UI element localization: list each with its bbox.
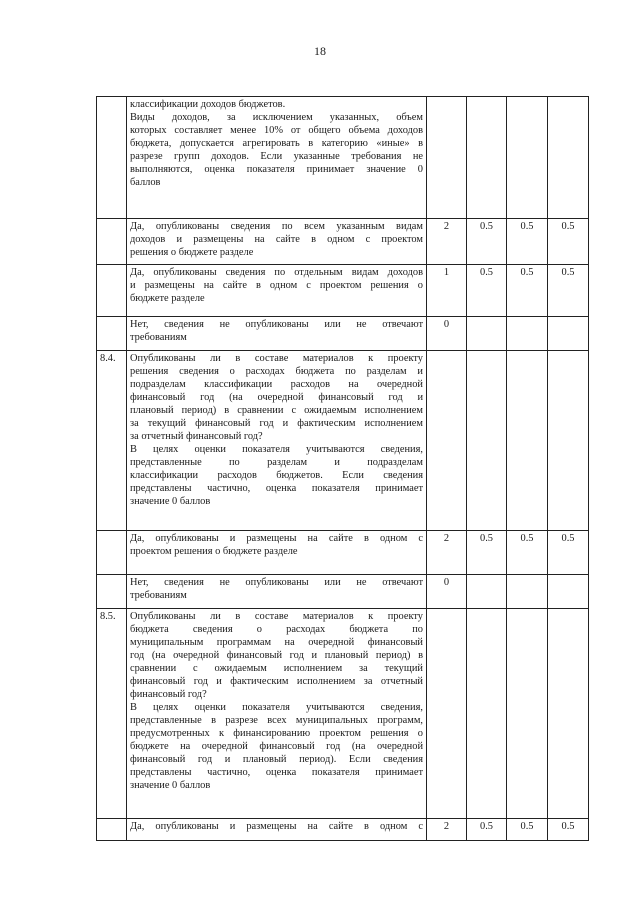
item-number-cell: 8.5. — [97, 609, 127, 819]
criterion-text-line: за текущий финансовый год и фактическим исполнением — [130, 418, 423, 429]
criterion-text-cell — [127, 97, 427, 219]
criterion-text-line: предусмотренных к финансированию проектом решения о — [130, 728, 423, 739]
weight-cell — [548, 97, 589, 219]
score-cell: 2 — [427, 531, 467, 575]
criterion-text-cell — [127, 219, 427, 265]
weight-cell — [548, 575, 589, 609]
weight-cell — [548, 609, 589, 819]
criterion-text-line: В целях оценки показателя учитываются сведения, — [130, 702, 423, 713]
criterion-text-line: и размещены на сайте в одном с проектом решения о — [130, 280, 423, 291]
item-number-cell — [97, 265, 127, 317]
weight-cell: 0.5 — [467, 265, 507, 317]
weight-cell: 0.5 — [507, 531, 548, 575]
weight-cell: 0.5 — [507, 265, 548, 317]
criterion-text-line: классификации расходов бюджетов. Если сведения — [130, 470, 423, 481]
criterion-text-cell — [127, 575, 427, 609]
table-row — [97, 317, 589, 351]
criterion-text-line: представленные по разделам и подразделам — [130, 457, 423, 468]
weight-cell — [507, 317, 548, 351]
criterion-text-line: представленные в разрезе всех муниципальных программ, — [130, 715, 423, 726]
criterion-text-line: подразделам классификации расходов на очередной — [130, 379, 423, 390]
item-number-cell — [97, 317, 127, 351]
criterion-text-line: требованиям — [130, 332, 187, 343]
item-number-cell — [97, 97, 127, 219]
criterion-text-line: муниципальным программам на очередной финансовый — [130, 637, 423, 648]
criterion-text-cell — [127, 317, 427, 351]
criterion-text-line: бюджета сведения о расходах бюджета по — [130, 624, 423, 635]
weight-cell: 0.5 — [548, 819, 589, 841]
weight-cell: 0.5 — [548, 265, 589, 317]
item-number-cell — [97, 819, 127, 841]
criterion-text-line: Нет, сведения не опубликованы или не отвечают — [130, 319, 423, 330]
weight-cell — [467, 351, 507, 531]
page-number: 18 — [314, 44, 326, 58]
weight-cell — [467, 97, 507, 219]
weight-cell: 0.5 — [467, 819, 507, 841]
criterion-text-cell — [127, 265, 427, 317]
criterion-text-cell — [127, 609, 427, 819]
criteria-table-body — [97, 97, 589, 841]
criterion-text-cell — [127, 351, 427, 531]
criterion-text-line: значение 0 баллов — [130, 496, 211, 507]
score-cell: 2 — [427, 219, 467, 265]
weight-cell — [507, 609, 548, 819]
weight-cell: 0.5 — [507, 219, 548, 265]
weight-cell — [467, 609, 507, 819]
table-row — [97, 97, 589, 219]
criterion-text-line: проектом решения о бюджете разделе — [130, 546, 298, 557]
criterion-text-line: финансовый год (на очередной финансовый год и — [130, 392, 423, 403]
score-cell — [427, 351, 467, 531]
table-row — [97, 609, 589, 819]
criterion-text-line: В целях оценки показателя учитываются сведения, — [130, 444, 423, 455]
criterion-text-line: которых составляет менее 10% от общего объема доходов — [130, 125, 423, 136]
criterion-text-cell — [127, 531, 427, 575]
criterion-text-line: плановый период) в сравнении с ожидаемым исполнением — [130, 405, 423, 416]
weight-cell: 0.5 — [548, 219, 589, 265]
weight-cell: 0.5 — [467, 531, 507, 575]
score-cell: 0 — [427, 317, 467, 351]
score-cell: 2 — [427, 819, 467, 841]
weight-cell — [467, 575, 507, 609]
criterion-text-line: доходов и размещены на сайте в одном с проектом — [130, 234, 423, 245]
weight-cell — [467, 317, 507, 351]
criterion-text-line: разрезе групп доходов. Если указанные требования не — [130, 151, 423, 162]
criterion-text-line: сравнении с ожидаемым исполнением за текущий — [130, 663, 423, 674]
weight-cell — [507, 351, 548, 531]
criterion-text-cell — [127, 819, 427, 841]
weight-cell: 0.5 — [467, 219, 507, 265]
item-number-cell: 8.4. — [97, 351, 127, 531]
weight-cell — [548, 317, 589, 351]
item-number-cell — [97, 219, 127, 265]
criterion-text-line: представлены частично, оценка показателя принимает — [130, 483, 423, 494]
table-row — [97, 819, 589, 841]
criterion-text-line: баллов — [130, 177, 161, 188]
score-cell — [427, 97, 467, 219]
criterion-text-line: Да, опубликованы сведения по отдельным видам доходов — [130, 267, 423, 278]
score-cell — [427, 609, 467, 819]
table-row — [97, 219, 589, 265]
table-row — [97, 351, 589, 531]
criterion-text-line: Да, опубликованы и размещены на сайте в одном с — [130, 533, 423, 544]
score-cell: 0 — [427, 575, 467, 609]
criterion-text-line: бюджете разделе — [130, 293, 205, 304]
criteria-table — [96, 96, 589, 841]
criterion-text-line: классификации доходов бюджетов. — [130, 99, 286, 110]
criterion-text-line: Нет, сведения не опубликованы или не отвечают — [130, 577, 423, 588]
criterion-text-line: бюджета, допускается агрегировать в категорию «иные» в — [130, 138, 423, 149]
criterion-text-line: Да, опубликованы и размещены на сайте в одном с — [130, 821, 423, 832]
weight-cell: 0.5 — [548, 531, 589, 575]
criterion-text-line: финансовый год? — [130, 689, 207, 700]
criterion-text-line: решения сведения о расходах бюджета по разделам и — [130, 366, 423, 377]
criterion-text-line: значение 0 баллов — [130, 780, 211, 791]
criterion-text-line: решения о бюджете разделе — [130, 247, 254, 258]
weight-cell — [507, 575, 548, 609]
criterion-text-line: Виды доходов, за исключением указанных, объем — [130, 112, 423, 123]
weight-cell — [548, 351, 589, 531]
criterion-text-line: бюджете на очередной финансовый год (на очередной — [130, 741, 423, 752]
criterion-text-line: финансовый год и плановый период). Если сведения — [130, 754, 423, 765]
criterion-text-line: финансовый год и фактическим исполнением за отчетный — [130, 676, 423, 687]
weight-cell — [507, 97, 548, 219]
criterion-text-line: Опубликованы ли в составе материалов к проекту — [130, 353, 423, 364]
criterion-text-line: год (на очередной финансовый год и плановый период) в — [130, 650, 423, 661]
item-number-cell — [97, 531, 127, 575]
score-cell: 1 — [427, 265, 467, 317]
item-number-cell — [97, 575, 127, 609]
table-row — [97, 265, 589, 317]
criterion-text-line: представлены частично, оценка показателя принимает — [130, 767, 423, 778]
criterion-text-line: требованиям — [130, 590, 187, 601]
table-row — [97, 575, 589, 609]
criterion-text-line: Опубликованы ли в составе материалов к проекту — [130, 611, 423, 622]
weight-cell: 0.5 — [507, 819, 548, 841]
criterion-text-line: выполняются, оценка показателя принимает значение 0 — [130, 164, 423, 175]
table-row — [97, 531, 589, 575]
criterion-text-line: Да, опубликованы сведения по всем указанным видам — [130, 221, 423, 232]
criterion-text-line: за отчетный финансовый год? — [130, 431, 263, 442]
